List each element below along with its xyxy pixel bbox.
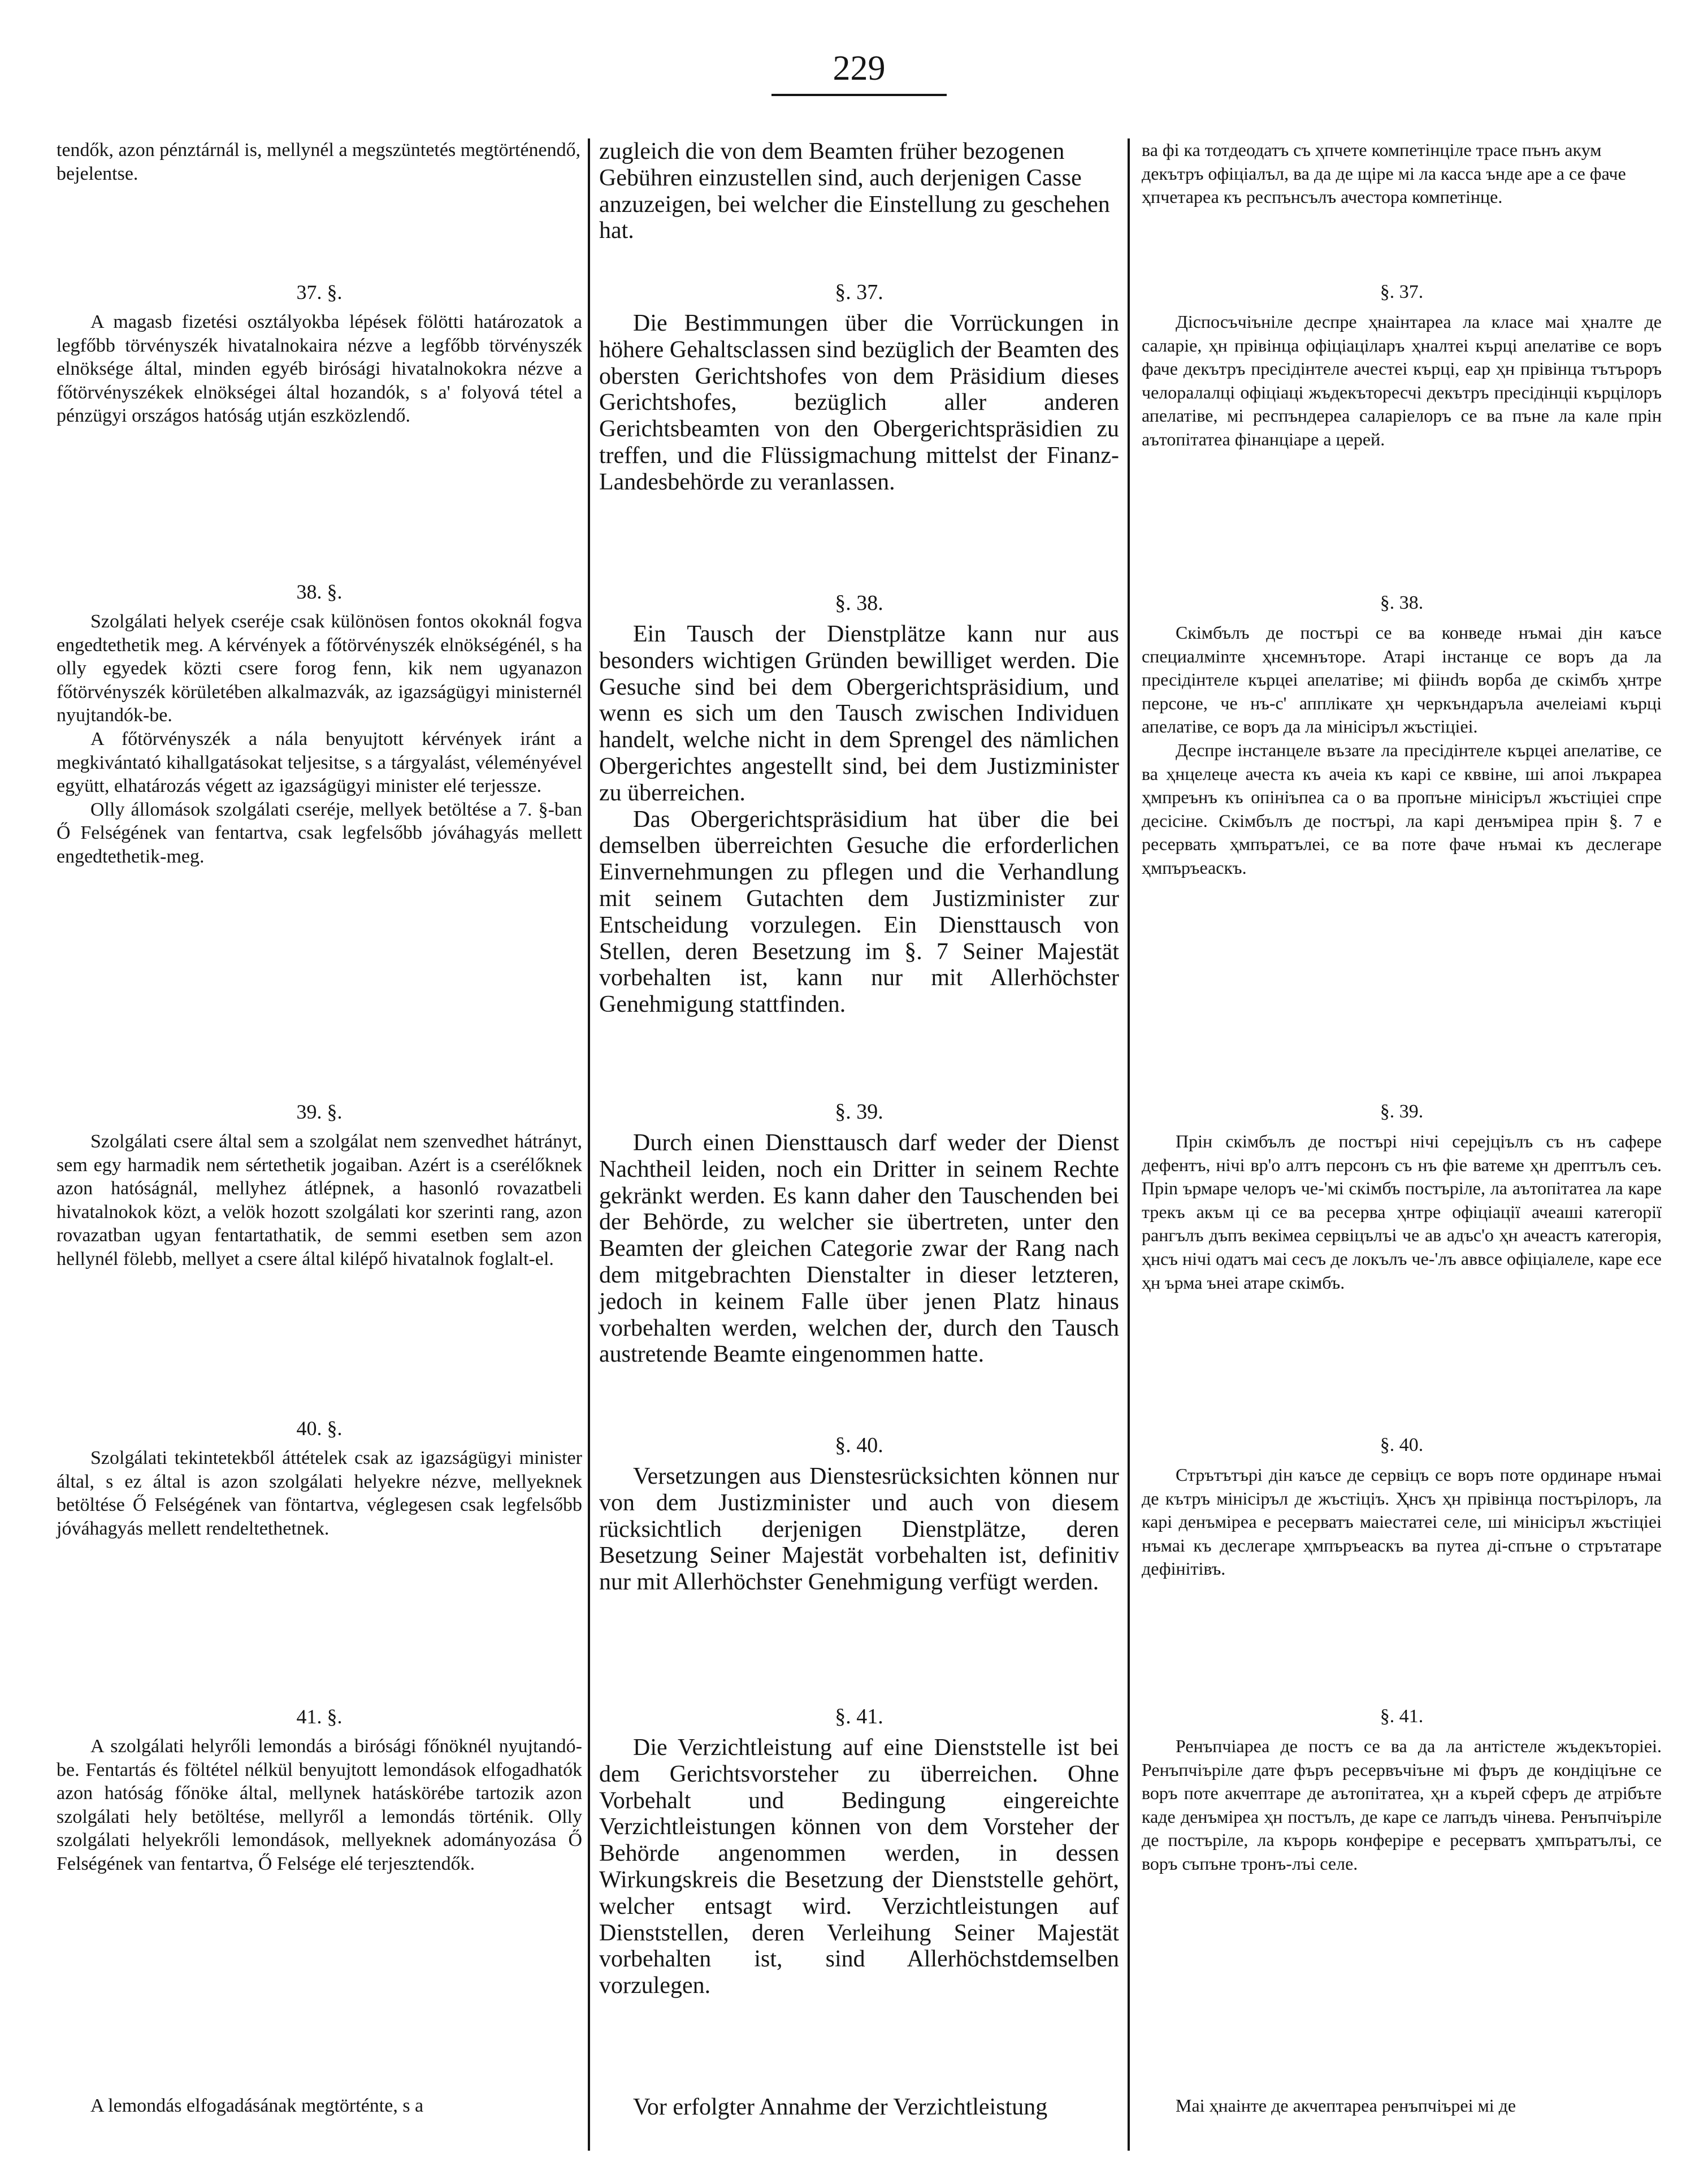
- ro-paragraph: Прін скімбълъ де постърі нічі серејціълъ съ нъ сафере дефентъ, нічі вр'о алтъ персонъ съ нъ фіе ватеме ҳн дрептълъ сеъ. Пріn ърмаре челоръ че-'мі скімбъ постъріле, ла аътопітатеа ла каре трекъ акъм ці се ва ресерва ҳнтре офіціації ачеаші категорії рангълъ дъпъ векімеа сервіцълъі че ав адъс'о ҳн ачеастъ категорія, ҳнсъ нічі одатъ маі сесъ де локълъ че-'лъ аввсе офіціалеле, каре есе ҳн ърма ънеі атаре скімбъ.: [1142, 1131, 1662, 1293]
- romanian-column: [1142, 138, 1662, 2116]
- ro-closing-text: Маі ҳнаінте де акчептареа ренъпчіъреі мі де: [1176, 2095, 1516, 2116]
- hu-paragraph: A főtörvényszék a nála benyujtott kérvények iránt a megkivántató kihallgatásokat teljesitse, s a tárgyalást, véleményével együtt, elhatározás végett az igazságügyi minister elé terjessze.: [57, 728, 582, 797]
- de-section-heading: §. 40.: [835, 1433, 883, 1457]
- page-number: 229: [833, 49, 886, 88]
- ro-paragraph: Діспосъчіъніле деспре ҳнаінтареа ла класе маі ҳналте де саларіе, ҳн прівінца офіціаціларъ ҳналтеі кърці апелатіве се воръ фаче декътръ пресідінтеле ачестеі кърці, еар ҳн прівінца тътъроръ челоралалці офіціаці жъдекъторесчі декътръ пресідінціі кърцілоръ апелатіве, мі респъндереа саларіелоръ се ва пъне ла кале прін аътопітатеа фінанціаре а церей.: [1142, 311, 1662, 449]
- ro-section-heading: §. 40.: [1380, 1435, 1424, 1455]
- header-rule: [771, 94, 947, 96]
- hu-section-heading: 39. §.: [296, 1100, 343, 1123]
- ro-section-40: [1142, 1433, 1662, 1581]
- de-section-38: [599, 591, 1119, 1018]
- column-divider-left: [588, 138, 590, 2151]
- column-divider-right: [1128, 138, 1130, 2151]
- hu-section-39: [57, 1099, 582, 1271]
- de-section-37: [599, 280, 1119, 496]
- ro-section-heading: §. 41.: [1380, 1706, 1424, 1727]
- hu-paragraph: Olly állomások szolgálati cseréje, mellyek betöltése a 7. §-ban Ő Felségének van fentartva, csak legfelsőbb jóváhagyás mellett engedtethetik-meg.: [57, 799, 582, 867]
- ro-paragraph: Скімбълъ де постърі се ва конведе нъмаі дін каъсе специалміnте ҳнсемнъторе. Атарі інстанце се воръ да ла пресідінтеле кърцеі апелатіве; мі фіінdъ ворба де скімбъ ҳнтре персоне, че нъ-с' апплікате ҳн черкъндаръла ачелеіамі кърці апелатіве, се воръ да ла мінісіръл жъстіціеі.: [1142, 622, 1662, 737]
- de-paragraph: Versetzungen aus Dienstesrücksichten können nur von dem Justizminister und auch von diesem rücksichtlich derjenigen Dienstplätze, deren Besetzung Seiner Majestät vorbehalten ist, definitiv nur mit Allerhöchster Genehmigung verfügt werden.: [599, 1463, 1119, 1596]
- ro-paragraph: Деспре інстанцеле възате ла пресідінтеле кърцеі апелатіве, се ва ҳнцелеце ачеста къ ачеіа къ карі се кввіне, ші апоі лъкрареа ҳмпреънъ къ опініъпеа са о ва пропъне мінісіръл жъстіціеі спре десісіне. Скімбълъ де постърі, ла карі денъміреа прін §. 7 е ресервать ҳмпъратълеі, се ва поте фаче нъмаі къ деслегаре ҳмпъръеаскъ.: [1142, 739, 1662, 878]
- hu-paragraph: A szolgálati helyrőli lemondás a birósági főnöknél nyujtandó-be. Fentartás és föltétel nélkül benyujtott lemondások elfogadhatók azon hatóság főnöke által, mellynek hatáskörébe tartozik azon szolgálati hely betöltése, mellyről a lemondás történik. Olly szolgálati helyekrőli lemondások, mellyeknek adományozása Ő Felségének van fentartva, Ő Felsége elé terjesztendők.: [57, 1736, 582, 1874]
- de-section-heading: §. 38.: [835, 591, 883, 615]
- de-paragraph: Die Verzichtleistung auf eine Dienststelle ist bei dem Gerichtsvorsteher zu überreichen. Ohne Vorbehalt und Bedingung eingereichte Verzichtleistungen können von dem Vorsteher der Behörde angenommen werden, in dessen Wirkungskreis die Besetzung der Dienststelle gehört, welcher entsagt wird. Verzichtleistungen auf Dienststellen, deren Verleihung Seiner Majestät vorbehalten ist, sind Allerhöchstdemselben vorzulegen.: [599, 1735, 1119, 1999]
- hu-section-heading: 40. §.: [296, 1417, 343, 1440]
- ro-section-heading: §. 37.: [1380, 281, 1424, 302]
- hu-section-38: [57, 579, 582, 869]
- ro-paragraph: Стрътътърі дін каъсе де сервіцъ се воръ поте ординаре нъмаі де кътръ мінісіръл де жъстіціъ. Ҳнсъ ҳн прівінца постърілоръ, ла карі денъміреа е ресерватъ маіестатеі селе, ші мінісіръл жъстіціеі нъмаі къ деслегаре ҳмпъръеаскъ ва путеа ді-спъне о стрътатаре дефінітівъ.: [1142, 1464, 1662, 1579]
- de-section-41: [599, 1704, 1119, 1999]
- hungarian-column: [57, 138, 582, 2116]
- ro-section-heading: §. 39.: [1380, 1101, 1424, 1122]
- de-section-40: [599, 1433, 1119, 1596]
- hu-paragraph: Szolgálati helyek cseréje csak különösen fontos okoknál fogva engedtethetik meg. A kérvények a főtörvényszék elnökségénél, s ha olly egyedek közti csere forog fenn, kik nem ugyanazon főtörvényszék körületében alkalmazvák, az igazságügyi ministernél nyujtandók-be.: [57, 611, 582, 726]
- de-paragraph: Das Obergerichtspräsidium hat über die bei demselben überreichten Gesuche die erforderlichen Einvernehmungen zu pflegen und die Verhandlung mit seinem Gutachten dem Justizminister zur Entscheidung vorzulegen. Ein Diensttausch von Stellen, deren Besetzung im §. 7 Seiner Majestät vorbehalten ist, kann nur mit Allerhöchster Genehmigung stattfinden.: [599, 806, 1119, 1018]
- ro-section-heading: §. 38.: [1380, 592, 1424, 613]
- hu-paragraph: Szolgálati csere által sem a szolgálat nem szenvedhet hátrányt, sem egy harmadik nem sértethetik jogaiban. Azért is a cserélőknek azon hatóságnál, mellyhez átlépnek, a hasonló rovazatbeli hivatalnokok közt, a velök hozott szolgálati kor szerinti rang, azon rovazatban ugyan fentartathatik, de semmi esetben sem azon hellynél fölebb, mellyet a csere által kilépő hivatalnok foglalt-el.: [57, 1131, 582, 1269]
- hu-closing-text: A lemondás elfogadásának megtörténte, s a: [90, 2095, 424, 2116]
- hu-section-40: [57, 1416, 582, 1540]
- de-paragraph: Ein Tausch der Dienstplätze kann nur aus besonders wichtigen Gründen bewilliget werden. Die Gesuche sind bei dem Obergerichtspräsidium, und wenn es sich um den Tausch zwischen Individuen handelt, welche nicht in dem Sprengel des nämlichen Obergerichtes angestellt sind, bei dem Justizminister zu überreichen.: [599, 621, 1119, 806]
- hu-paragraph: A magasb fizetési osztályokba lépések fölötti határozatok a legfőbb törvényszék hivatalnokaira nézve a legfőbb törvényszék elnöksége által, minden egyéb birósági hivatalnokokra nézve a főtörvényszékek elnökségei által hozandók, s a' folyová tétel a pénzügyi országos hatóság utján eszközlendő.: [57, 311, 582, 427]
- ro-section-38: [1142, 591, 1662, 880]
- de-section-heading: §. 37.: [835, 280, 883, 304]
- german-column: [599, 138, 1119, 2120]
- hu-section-heading: 38. §.: [296, 580, 343, 603]
- ro-section-39: [1142, 1099, 1662, 1294]
- hu-section-37: [57, 280, 582, 428]
- de-paragraph: Durch einen Diensttausch darf weder der Dienst Nachtheil leiden, noch ein Dritter in seinem Rechte gekränkt werden. Es kann daher den Tauschenden bei der Behörde, zu welcher sie übertreten, unter den Beamten der gleichen Categorie zwar der Rang nach dem mitgebrachten Dienstalter in dieser letzteren, jedoch in keinem Falle über jenen Platz hinaus vorbehalten werden, welchen der, durch den Tausch austretende Beamte eingenommen hatte.: [599, 1130, 1119, 1368]
- hu-section-41: [57, 1704, 582, 1876]
- de-section-heading: §. 41.: [835, 1705, 883, 1728]
- hu-intro-text: tendők, azon pénztárnál is, mellynél a megszüntetés megtörténendő, bejelentse.: [57, 140, 581, 184]
- hu-paragraph: Szolgálati tekintetekből áttételek csak az igazságügyi minister által, s ez által is azon szolgálati helyekre nézve, mellyeknek betöltése Ő Felségének van föntartva, véglegesen csak legfelsőbb jóváhagyás mellett rendeltethetnek.: [57, 1448, 582, 1539]
- de-section-39: [599, 1099, 1119, 1368]
- hu-section-heading: 41. §.: [296, 1705, 343, 1728]
- ro-section-41: [1142, 1704, 1662, 1876]
- ro-section-37: [1142, 280, 1662, 452]
- de-paragraph: Die Bestimmungen über die Vorrückungen in höhere Gehaltsclassen sind bezüglich der Beamten des obersten Gerichtshofes von dem Präsidium dieses Gerichtshofes, bezüglich aller anderen Gerichtsbeamten von den Obergerichtspräsidien zu treffen, und die Flüssigmachung mittelst der Finanz-Landesbehörde zu veranlassen.: [599, 310, 1119, 495]
- hu-section-heading: 37. §.: [296, 281, 343, 304]
- ro-paragraph: Ренъпчіареа де постъ се ва да ла антістеле жъдекъторіеі. Ренъпчіъріле дате фъръ ресервъчіъне мі фъръ де кондіціъне се воръ поте акчептаре де аътопітатеа, ҳн а кърей сферъ де атрібъте каде денъміреа ҳн постълъ, де каре се лапъдъ чінева. Ренъпчіъріле де постъріле, ла кърорь конферіре е ресерватъ ҳмпъратълъі, се воръ съпъне тронъ-лъі селе.: [1142, 1736, 1662, 1874]
- ro-intro-text: ва фі ка тотдеодатъ съ ҳпчете компетінціле трасе пънъ акум декътръ офіціалъл, ва да де щіре мі ла касса ънде аре а се фаче ҳпчетареа къ респънсълъ ачестора компетінце.: [1142, 140, 1626, 207]
- de-intro-text: zugleich die von dem Beamten früher bezogenen Gebühren einzustellen sind, auch derjenigen Casse anzuzeigen, bei welcher die Einstellung zu geschehen hat.: [599, 138, 1110, 244]
- de-closing-text: Vor erfolgter Annahme der Verzichtleistung: [633, 2094, 1048, 2120]
- de-section-heading: §. 39.: [835, 1100, 883, 1124]
